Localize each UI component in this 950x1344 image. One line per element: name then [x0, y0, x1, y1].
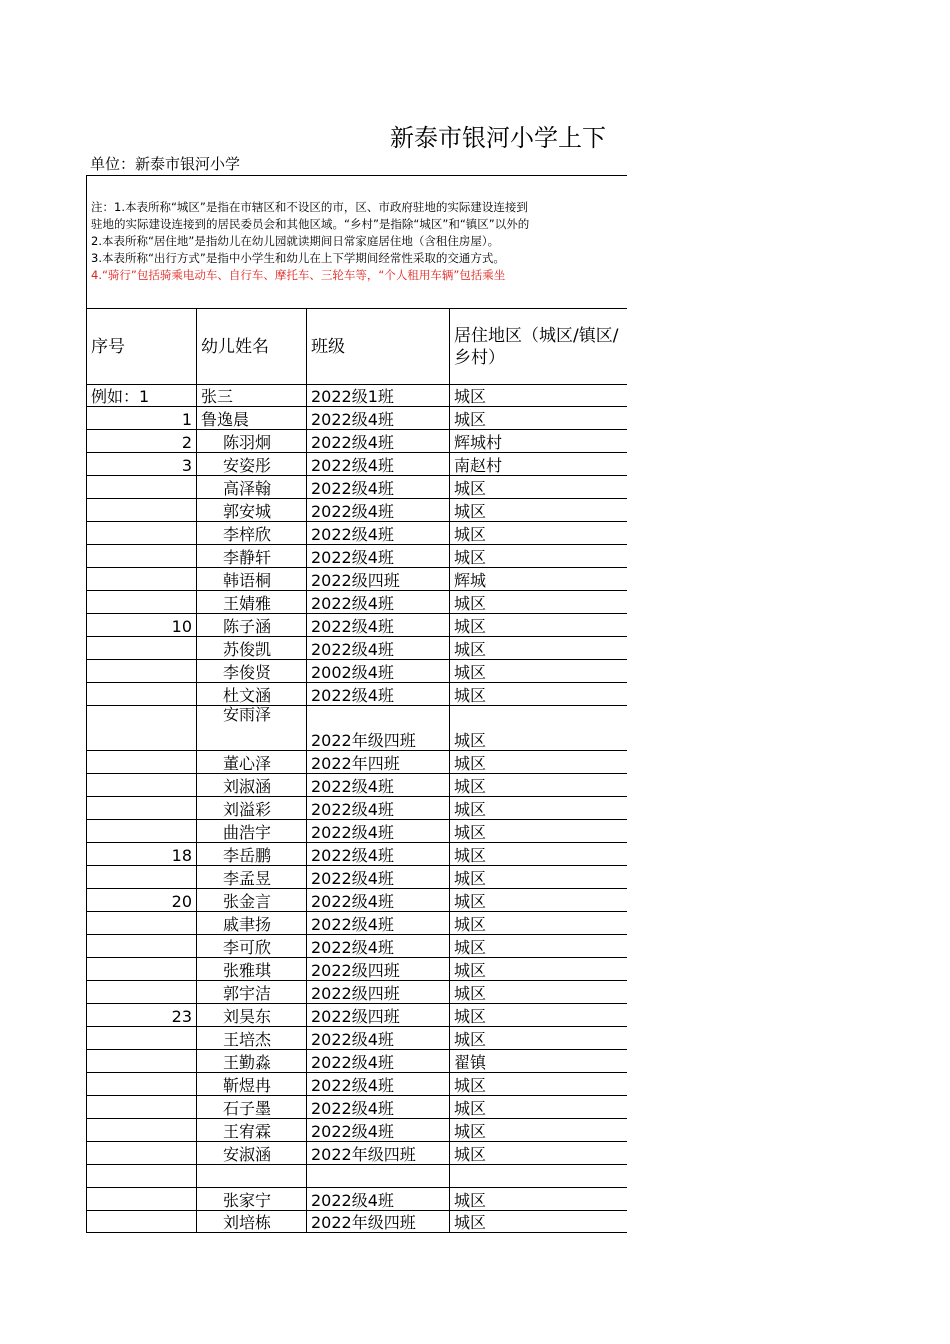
cell-area: 城区: [450, 522, 628, 545]
cell-class: 2022级4班: [307, 935, 450, 958]
cell-seq: [87, 1142, 197, 1165]
cell-name: 靳煜冉: [197, 1073, 307, 1096]
cell-class: 2022级4班: [307, 820, 450, 843]
cell-seq: [87, 476, 197, 499]
cell-name: 李可欣: [197, 935, 307, 958]
cell-seq: [87, 1119, 197, 1142]
table-row: [87, 820, 628, 843]
page-title: 新泰市银河小学上下: [390, 124, 606, 152]
notes-block: [86, 175, 627, 308]
cell-seq: [87, 1027, 197, 1050]
cell-seq: [87, 935, 197, 958]
note-line: 注：1.本表所称“城区”是指在市辖区和不设区的市，区、市政府驻地的实际建设连接到: [91, 200, 528, 214]
cell-area: 城区: [450, 866, 628, 889]
cell-class: 2022级4班: [307, 430, 450, 453]
cell-area: 城区: [450, 545, 628, 568]
cell-area: 城区: [450, 614, 628, 637]
cell-class: 2022级4班: [307, 591, 450, 614]
cell-class: [307, 1165, 450, 1188]
table-row: [87, 751, 628, 774]
cell-seq: [87, 637, 197, 660]
table-row: [87, 1165, 628, 1188]
cell-seq: 20: [87, 889, 197, 912]
cell-area: 城区: [450, 774, 628, 797]
cell-seq: [87, 981, 197, 1004]
table-row: [87, 981, 628, 1004]
header-seq: 序号: [87, 309, 197, 385]
cell-name: 董心泽: [197, 751, 307, 774]
cell-name: 刘昊东: [197, 1004, 307, 1027]
cell-class: 2022级4班: [307, 453, 450, 476]
cell-seq: 2: [87, 430, 197, 453]
cell-seq: 10: [87, 614, 197, 637]
table-row: [87, 499, 628, 522]
cell-class: 2022级4班: [307, 912, 450, 935]
table-row: [87, 935, 628, 958]
cell-seq: 例如：1: [87, 385, 197, 407]
table-row: [87, 430, 628, 453]
note-line: 3.本表所称“出行方式”是指中小学生和幼儿在上下学期间经常性采取的交通方式。: [91, 251, 505, 265]
table-row: [87, 637, 628, 660]
cell-area: 城区: [450, 1096, 628, 1119]
cell-area: 城区: [450, 912, 628, 935]
cell-class: 2022级4班: [307, 889, 450, 912]
cell-area: 城区: [450, 1211, 628, 1233]
table-row: [87, 614, 628, 637]
cell-class: 2022级4班: [307, 797, 450, 820]
cell-class: 2022级四班: [307, 981, 450, 1004]
table-row: [87, 866, 628, 889]
table-row: [87, 912, 628, 935]
table-row: [87, 843, 628, 866]
cell-name: 李静轩: [197, 545, 307, 568]
cell-seq: 23: [87, 1004, 197, 1027]
cell-class: 2022级4班: [307, 476, 450, 499]
cell-name: 郭安城: [197, 499, 307, 522]
table-row: [87, 1004, 628, 1027]
cell-name: 李孟昱: [197, 866, 307, 889]
cell-seq: [87, 568, 197, 591]
cell-class: 2022级4班: [307, 545, 450, 568]
cell-name: 苏俊凯: [197, 637, 307, 660]
cell-name: 陈羽炯: [197, 430, 307, 453]
cell-area: 城区: [450, 1004, 628, 1027]
cell-area: 辉城村: [450, 430, 628, 453]
cell-class: 2022级4班: [307, 843, 450, 866]
cell-class: 2022级4班: [307, 407, 450, 430]
table-row: [87, 797, 628, 820]
note-line: 2.本表所称“居住地”是指幼儿在幼儿园就读期间日常家庭居住地（含租住房屋）。: [91, 234, 500, 248]
cell-name: 安淑涵: [197, 1142, 307, 1165]
cell-seq: [87, 1165, 197, 1188]
cell-area: 城区: [450, 407, 628, 430]
table-row: [87, 1211, 628, 1233]
table-row: [87, 476, 628, 499]
table-row: [87, 591, 628, 614]
note-line-highlight: 4.“骑行”包括骑乘电动车、自行车、摩托车、三轮车等，“个人租用车辆”包括乘坐: [91, 268, 506, 282]
cell-class: 2022级4班: [307, 683, 450, 706]
cell-class: 2022年级四班: [307, 1211, 450, 1233]
cell-name: 杜文涵: [197, 683, 307, 706]
cell-seq: [87, 706, 197, 751]
cell-seq: [87, 522, 197, 545]
cell-area: 城区: [450, 385, 628, 407]
cell-seq: [87, 1211, 197, 1233]
cell-area: 城区: [450, 637, 628, 660]
header-class: 班级: [307, 309, 450, 385]
cell-seq: [87, 797, 197, 820]
cell-class: 2022级1班: [307, 385, 450, 407]
cell-area: 城区: [450, 958, 628, 981]
cell-seq: 1: [87, 407, 197, 430]
unit-label: 单位：新泰市银河小学: [90, 155, 241, 173]
cell-area: 城区: [450, 476, 628, 499]
cell-class: 2022级4班: [307, 1027, 450, 1050]
cell-seq: [87, 660, 197, 683]
cell-name: 李梓欣: [197, 522, 307, 545]
cell-area: 城区: [450, 591, 628, 614]
cell-area: [450, 1165, 628, 1188]
table-row: [87, 1188, 628, 1211]
cell-class: 2022级4班: [307, 1188, 450, 1211]
cell-seq: [87, 751, 197, 774]
cell-name: 高泽翰: [197, 476, 307, 499]
table-row: [87, 568, 628, 591]
cell-seq: [87, 591, 197, 614]
table-row: [87, 1096, 628, 1119]
cell-name: 王宥霖: [197, 1119, 307, 1142]
cell-seq: [87, 545, 197, 568]
cell-name: 石子墨: [197, 1096, 307, 1119]
cell-area: 城区: [450, 935, 628, 958]
cell-name: 王婧雅: [197, 591, 307, 614]
cell-area: 城区: [450, 1142, 628, 1165]
cell-area: 城区: [450, 981, 628, 1004]
cell-name: 张家宁: [197, 1188, 307, 1211]
cell-seq: [87, 683, 197, 706]
cell-area: 城区: [450, 889, 628, 912]
cell-class: 2022级4班: [307, 637, 450, 660]
cell-name: 刘溢彩: [197, 797, 307, 820]
cell-class: 2022级4班: [307, 774, 450, 797]
cell-area: 城区: [450, 820, 628, 843]
cell-area: 城区: [450, 751, 628, 774]
cell-class: 2022年级四班: [307, 706, 450, 751]
cell-area: 辉城: [450, 568, 628, 591]
cell-area: 城区: [450, 1073, 628, 1096]
cell-name: 刘培栋: [197, 1211, 307, 1233]
cell-class: 2022年四班: [307, 751, 450, 774]
cell-seq: [87, 912, 197, 935]
cell-name: 李俊贤: [197, 660, 307, 683]
cell-area: 城区: [450, 1119, 628, 1142]
cell-name: 陈子涵: [197, 614, 307, 637]
header-name: 幼儿姓名: [197, 309, 307, 385]
cell-area: 城区: [450, 499, 628, 522]
cell-name: 张金言: [197, 889, 307, 912]
cell-area: 南赵村: [450, 453, 628, 476]
cell-seq: [87, 1188, 197, 1211]
cell-name: 曲浩宇: [197, 820, 307, 843]
table-row: [87, 774, 628, 797]
cell-seq: 3: [87, 453, 197, 476]
cell-area: 城区: [450, 1188, 628, 1211]
table-row: [87, 706, 628, 751]
cell-class: 2022级4班: [307, 1073, 450, 1096]
table-row: [87, 1050, 628, 1073]
cell-seq: [87, 820, 197, 843]
table-header-row: [87, 309, 628, 385]
cell-name: 李岳鹏: [197, 843, 307, 866]
table-row: [87, 958, 628, 981]
cell-seq: [87, 1050, 197, 1073]
table-row: [87, 683, 628, 706]
table-row: [87, 545, 628, 568]
cell-area: 翟镇: [450, 1050, 628, 1073]
cell-seq: [87, 866, 197, 889]
cell-name: 刘淑涵: [197, 774, 307, 797]
cell-class: 2022级四班: [307, 568, 450, 591]
table-row: [87, 1142, 628, 1165]
cell-name: 王勤淼: [197, 1050, 307, 1073]
table-row: [87, 889, 628, 912]
cell-seq: [87, 499, 197, 522]
cell-class: 2022级4班: [307, 614, 450, 637]
cell-name: 郭宇洁: [197, 981, 307, 1004]
cell-area: 城区: [450, 706, 628, 751]
cell-seq: [87, 774, 197, 797]
table-row: [87, 1027, 628, 1050]
header-area: 居住地区（城区/镇区/乡村）: [450, 309, 628, 385]
table-row: [87, 1073, 628, 1096]
cell-class: 2002级4班: [307, 660, 450, 683]
table-row: [87, 407, 628, 430]
cell-area: 城区: [450, 843, 628, 866]
cell-seq: 18: [87, 843, 197, 866]
cell-area: 城区: [450, 660, 628, 683]
student-table: [86, 308, 627, 1233]
cell-area: 城区: [450, 1027, 628, 1050]
cell-name: 韩语桐: [197, 568, 307, 591]
cell-name: 王培杰: [197, 1027, 307, 1050]
cell-name: 张雅琪: [197, 958, 307, 981]
cell-seq: [87, 958, 197, 981]
cell-class: 2022级4班: [307, 499, 450, 522]
cell-seq: [87, 1073, 197, 1096]
table-row: [87, 453, 628, 476]
cell-name: 戚聿扬: [197, 912, 307, 935]
cell-class: 2022级4班: [307, 1050, 450, 1073]
cell-name: 张三: [197, 385, 307, 407]
note-line: 驻地的实际建设连接到的居民委员会和其他区域。“乡村”是指除“城区”和“镇区”以外的: [91, 217, 530, 231]
cell-area: 城区: [450, 683, 628, 706]
cell-name: 安姿彤: [197, 453, 307, 476]
cell-class: 2022级四班: [307, 958, 450, 981]
cell-class: 2022级4班: [307, 866, 450, 889]
cell-class: 2022级4班: [307, 1119, 450, 1142]
cell-class: 2022年级四班: [307, 1142, 450, 1165]
table-row: [87, 385, 628, 407]
cell-name: [197, 1165, 307, 1188]
table-row: [87, 522, 628, 545]
cell-class: 2022级4班: [307, 522, 450, 545]
cell-area: 城区: [450, 797, 628, 820]
cell-class: 2022级四班: [307, 1004, 450, 1027]
cell-name: 鲁逸晨: [197, 407, 307, 430]
cell-seq: [87, 1096, 197, 1119]
cell-class: 2022级4班: [307, 1096, 450, 1119]
table-row: [87, 1119, 628, 1142]
cell-name: 安雨泽: [197, 706, 307, 751]
table-row: [87, 660, 628, 683]
